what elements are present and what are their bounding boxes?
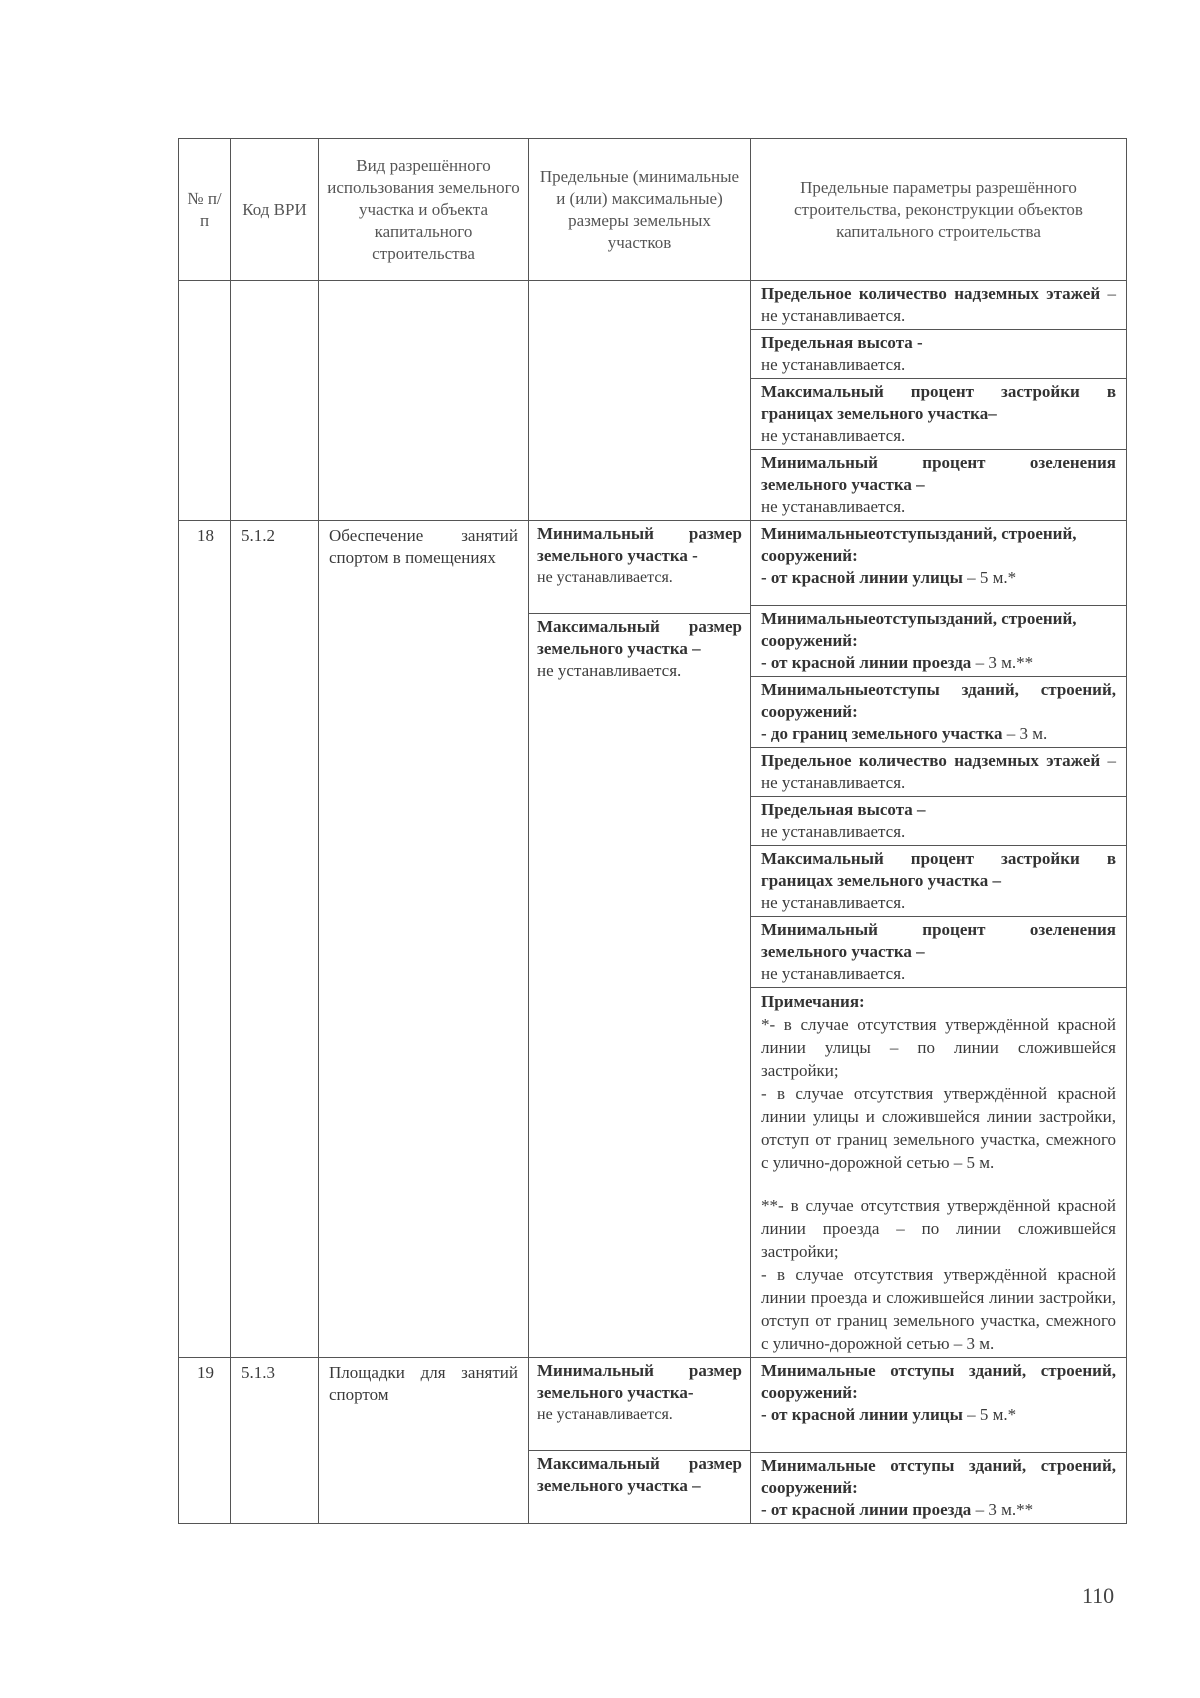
row18-param-green-percent: Минимальный процент озеленения земельного участка – — [761, 920, 1116, 961]
row18-param-height: Предельная высота – — [761, 800, 926, 819]
note-4: - в случае отсутствия утверждённой красной линии проезда и сложившейся линии застройки, отступ от границ земельного участка, смежного с улично-дорожной сетью – 3 м. — [761, 1265, 1116, 1353]
table-row-18: 18 5.1.2 Обеспечение занятий спортом в помещениях Минимальный размер земельного участка - не устанавливается. Максимальный размер земельного участка – не устанавливается. Минимальныеотступызданий, строений, сооружений: - от красной линии улицы – 5 м.* Минимальныеотступызданий, строений, сооружений: - от красной линии проезда – 3 м.** Минимальныеотступы зданий, строений, сооружений: - до границ земельного участка – 3 м. Предельное количество надземных этажей – не устанавливается. Предельная высота – не устанавливается. Максимальный процент застройки в границах земельного участка – не устанавливается. Минимальный процент озеленения земельного участка – не устанавливается. Примечания: *- в случае отсутствия утверждённой красной линии улицы – по линии сложившейся застройки; - в случае отсутствия утверждённой красной линии улицы и сложившейся линии застройки, отступ от границ земельного участка, смежного с улично-дорожной сетью – 5 м. **- в случае отсутствия утверждённой красной линии проезда – по линии сложившейся застройки; - в случае отсутствия утверждённой красной линии проезда и сложившейся линии застройки, отступ от границ земельного участка, смежного с улично-дорожной сетью – 3 м. — [179, 521, 1127, 1358]
row18-param-red-line-street: Минимальныеотступызданий, строений, сооружений: — [761, 524, 1077, 565]
row19-use: Площадки для занятий спортом — [319, 1358, 529, 1524]
row19-code: 5.1.3 — [231, 1358, 319, 1524]
row19-param-red-line-street: Минимальные отступы зданий, строений, сооружений: — [761, 1361, 1116, 1402]
land-use-table — [178, 138, 1127, 1524]
note-3: **- в случае отсутствия утверждённой красной линии проезда – по линии сложившейся застройки; — [761, 1196, 1116, 1261]
header-code: Код ВРИ — [231, 139, 319, 281]
row18-param-floors: Предельное количество надземных этажей — [761, 751, 1101, 770]
cont-param-floors: Предельное количество надземных этажей — [761, 284, 1101, 303]
page-number: 110 — [1082, 1583, 1115, 1608]
cont-param-height: Предельная высота - — [761, 333, 923, 352]
header-use: Вид разрешённого использования земельного участка и объекта капитального строительства — [319, 139, 529, 281]
cont-param-building-percent: Максимальный процент застройки в границах земельного участка– — [761, 382, 1116, 423]
header-params: Предельные параметры разрешённого строительства, реконструкции объектов капитального строительства — [751, 139, 1127, 281]
row18-num: 18 — [179, 521, 231, 1358]
notes-title: Примечания: — [761, 992, 865, 1011]
note-2: - в случае отсутствия утверждённой красной линии улицы и сложившейся линии застройки, отступ от границ земельного участка, смежного с улично-дорожной сетью – 5 м. — [761, 1084, 1116, 1172]
row18-param-building-percent: Максимальный процент застройки в границах земельного участка – — [761, 849, 1116, 890]
note-1: *- в случае отсутствия утверждённой красной линии улицы – по линии сложившейся застройки; — [761, 1015, 1116, 1080]
row18-param-boundary: Минимальныеотступы зданий, строений, сооружений: — [761, 680, 1116, 721]
table-row-19: 19 5.1.3 Площадки для занятий спортом Минимальный размер земельного участка- не устанавливается. Максимальный размер земельного участка – Минимальные отступы зданий, строений, сооружений: - от красной линии улицы – 5 м.* Минимальные отступы зданий, строений, сооружений: - от красной линии проезда – 3 м.** — [179, 1358, 1127, 1524]
row18-notes — [751, 987, 1126, 1357]
table-header-row — [179, 139, 1127, 281]
header-num: № п/п — [179, 139, 231, 281]
cont-param-green-percent: Минимальный процент озеленения земельного участка – — [761, 453, 1116, 494]
row18-use: Обеспечение занятий спортом в помещениях — [319, 521, 529, 1358]
row18-param-red-line-passage: Минимальныеотступызданий, строений, сооружений: — [761, 609, 1077, 650]
row19-max-size: Максимальный размер земельного участка – — [537, 1454, 742, 1495]
row19-min-size: Минимальный размер земельного участка- — [537, 1361, 742, 1402]
table-row-continued: Предельное количество надземных этажей – не устанавливается. Предельная высота - не устанавливается. Максимальный процент застройки в границах земельного участка– не устанавливается. Минимальный процент озеленения земельного участка – не устанавливается. — [179, 281, 1127, 521]
header-size: Предельные (минимальные и (или) максимальные) размеры земельных участков — [529, 139, 751, 281]
row18-max-size: Максимальный размер земельного участка – — [537, 617, 742, 658]
row19-num: 19 — [179, 1358, 231, 1524]
row19-param-red-line-passage: Минимальные отступы зданий, строений, сооружений: — [761, 1456, 1116, 1497]
row18-min-size: Минимальный размер земельного участка - — [537, 524, 742, 565]
row18-code: 5.1.2 — [231, 521, 319, 1358]
